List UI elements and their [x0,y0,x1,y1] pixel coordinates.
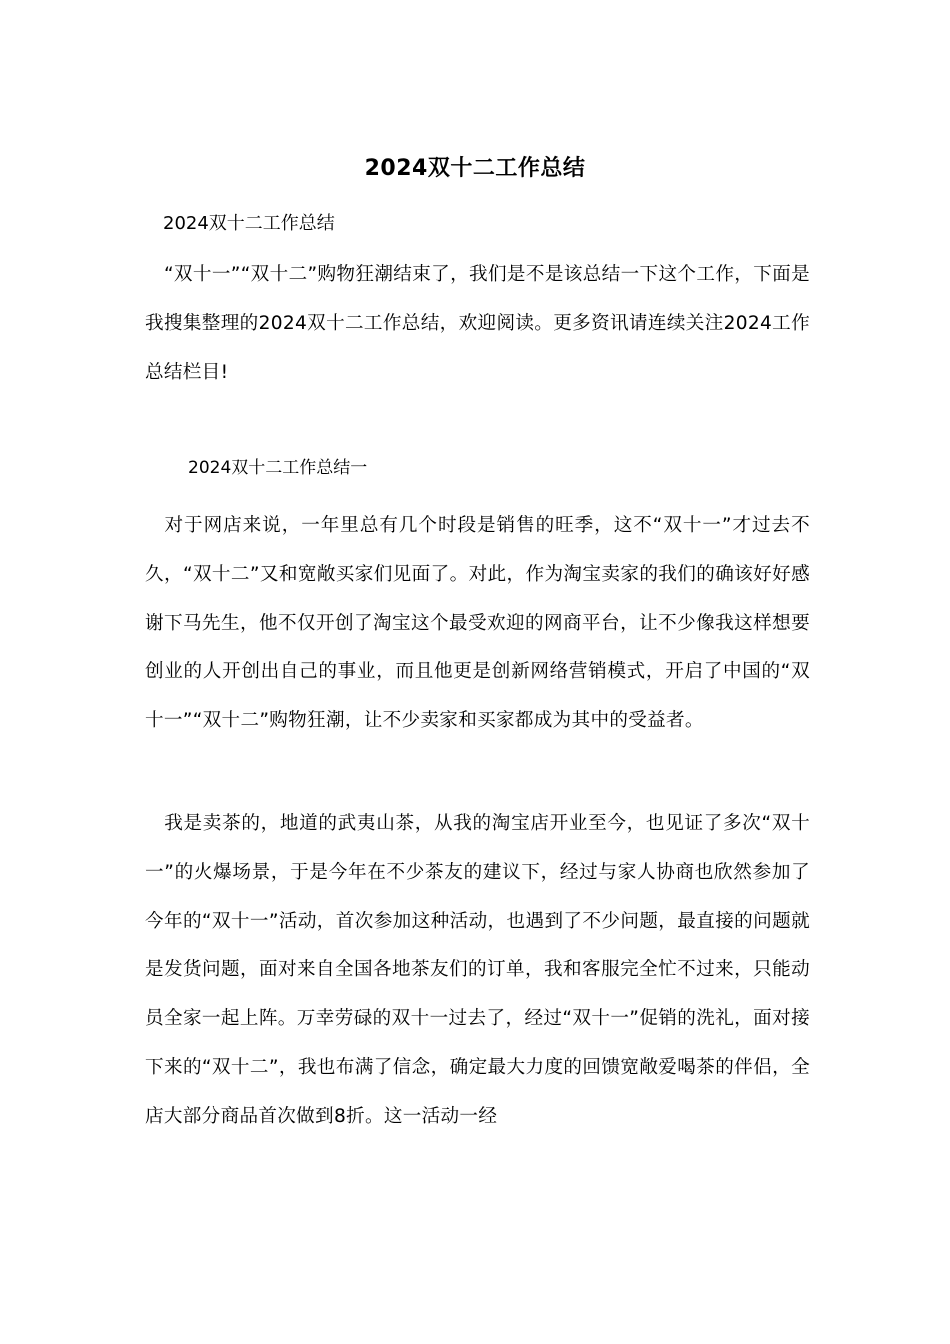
section-heading: 2024双十二工作总结一 [188,458,368,478]
intro-paragraph: “双十一”“双十二”购物狂潮结束了，我们是不是该总结一下这个工作，下面是我搜集整理的2024双十二工作总结，欢迎阅读。更多资讯请连续关注2024工作总结栏目! [145,264,810,383]
document-subtitle: 2024双十二工作总结 [163,213,335,234]
document-title: 2024双十二工作总结 [364,156,586,181]
body-paragraph: 我是卖茶的，地道的武夷山茶，从我的淘宝店开业至今，也见证了多次“双十一”的火爆场景，于是今年在不少茶友的建议下，经过与家人协商也欣然参加了今年的“双十一”活动，首次参加这种活动，也遇到了不少问题，最直接的问题就是发货问题，面对来自全国各地茶友们的订单，我和客服完全忙不过来，只能动员全家一起上阵。万幸劳碌的双十一过去了，经过“双十一”促销的洗礼，面对接下来的“双十二”，我也布满了信念，确定最大力度的回馈宽敞爱喝茶的伴侣，全店大部分商品首次做到8折。这一活动一经 [145,813,810,1127]
body-paragraph: 对于网店来说，一年里总有几个时段是销售的旺季，这不“双十一”才过去不久，“双十二”又和宽敞买家们见面了。对此，作为淘宝卖家的我们的确该好好感谢下马先生，他不仅开创了淘宝这个最受欢迎的网商平台，让不少像我这样想要创业的人开创出自己的事业，而且他更是创新网络营销模式，开启了中国的“双十一”“双十二”购物狂潮，让不少卖家和买家都成为其中的受益者。 [145,515,810,732]
